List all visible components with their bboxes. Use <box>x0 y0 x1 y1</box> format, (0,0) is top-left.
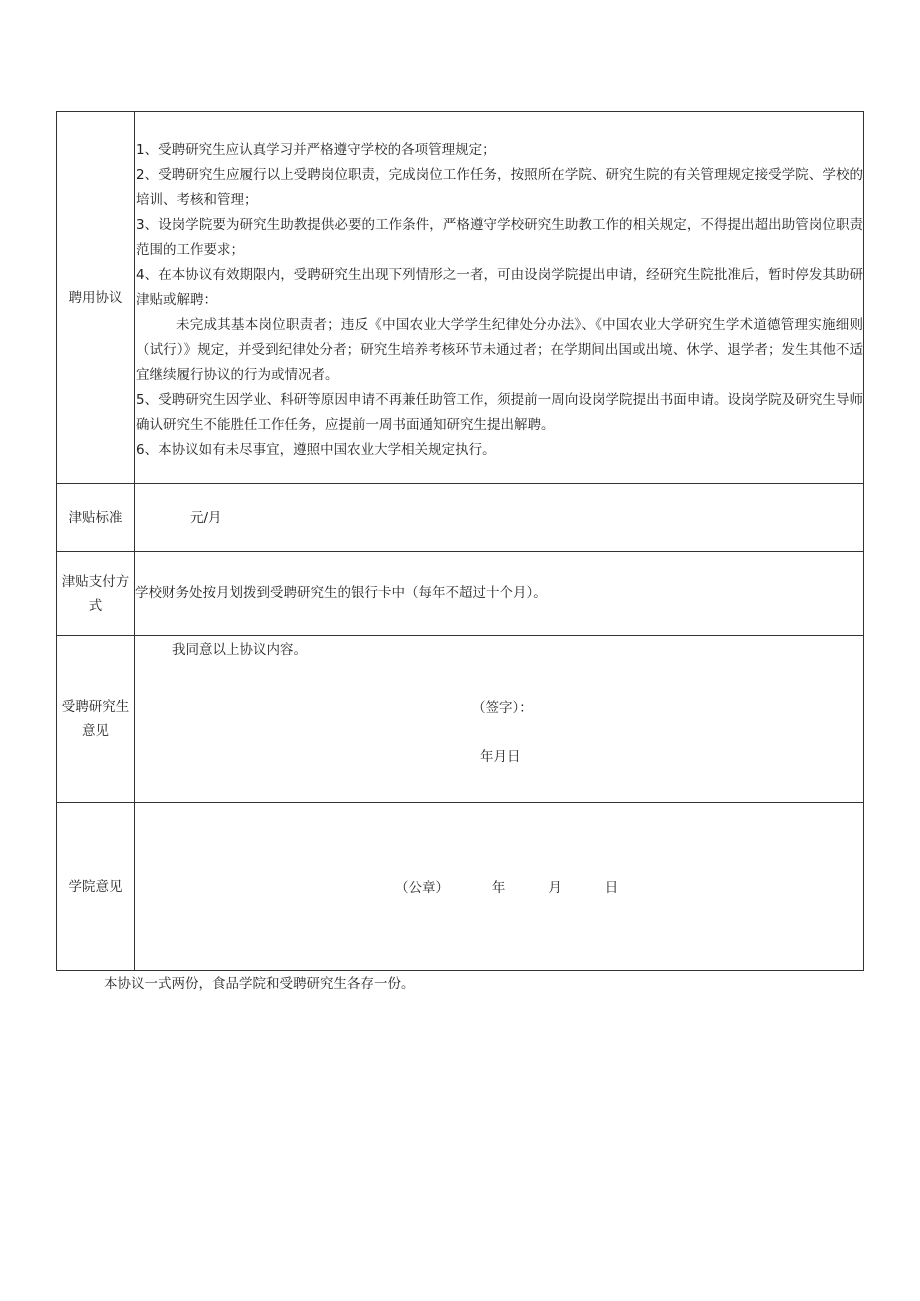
student-opinion-row <box>57 636 864 803</box>
college-opinion-field[interactable] <box>135 803 864 971</box>
college-day: 日 <box>604 880 619 896</box>
college-opinion-label: 学院意见 <box>57 803 135 971</box>
signature-label: （签字）： <box>472 700 533 716</box>
seal-date-line <box>395 876 618 901</box>
agree-statement: 我同意以上协议内容。 <box>172 642 307 658</box>
payment-row <box>57 552 864 636</box>
term-item-4-details: 未完成其基本岗位职责者；违反《中国农业大学学生纪律处分办法》、《中国农业大学研究生学术道德管理实施细则（试行）》规定，并受到纪律处分者；研究生培养考核环节未通过者；在学期间出国或出境、休学、退学者；发生其他不适宜继续履行协议的行为或情况者。 <box>136 316 863 383</box>
agreement-form-table <box>56 111 864 971</box>
student-opinion-field[interactable] <box>135 636 864 803</box>
payment-content <box>135 552 864 636</box>
terms-label: 聘用协议 <box>57 112 135 484</box>
terms-content <box>135 112 864 484</box>
allowance-field[interactable] <box>135 484 864 552</box>
term-item-2: 2、受聘研究生应履行以上受聘岗位职责，完成岗位工作任务，按照所在学院、研究生院的有关管理规定接受学院、学校的培训、考核和管理； <box>136 166 863 208</box>
term-item-1: 1、受聘研究生应认真学习并严格遵守学校的各项管理规定； <box>136 141 496 158</box>
student-date: 年月日 <box>480 749 521 765</box>
allowance-row <box>57 484 864 552</box>
seal-label: （公章） <box>395 880 449 896</box>
footer-note: 本协议一式两份，食品学院和受聘研究生各存一份。 <box>104 976 415 992</box>
term-item-3: 3、设岗学院要为研究生助教提供必要的工作条件，严格遵守学校研究生助教工作的相关规定，不得提出超出助管岗位职责范围的工作要求； <box>136 216 863 258</box>
payment-value: 学校财务处按月划拨到受聘研究生的银行卡中（每年不超过十个月）。 <box>135 585 547 601</box>
payment-label: 津贴支付方式 <box>57 552 135 636</box>
college-year: 年 <box>491 880 506 896</box>
allowance-label: 津贴标准 <box>57 484 135 552</box>
term-item-5: 5、受聘研究生因学业、科研等原因申请不再兼任助管工作，须提前一周向设岗学院提出书面申请。设岗学院及研究生导师确认研究生不能胜任工作任务，应提前一周书面通知研究生提出解聘。 <box>136 391 863 433</box>
terms-row <box>57 112 864 484</box>
college-month: 月 <box>548 880 562 896</box>
term-item-6: 6、本协议如有未尽事宜，遵照中国农业大学相关规定执行。 <box>136 441 496 458</box>
term-item-4: 4、在本协议有效期限内，受聘研究生出现下列情形之一者，可由设岗学院提出申请，经研究生院批准后，暂时停发其助研津贴或解聘： <box>136 266 863 308</box>
student-opinion-label: 受聘研究生意见 <box>57 636 135 803</box>
allowance-value: 元/月 <box>190 510 222 526</box>
terms-list <box>135 115 863 481</box>
college-opinion-row <box>57 803 864 971</box>
